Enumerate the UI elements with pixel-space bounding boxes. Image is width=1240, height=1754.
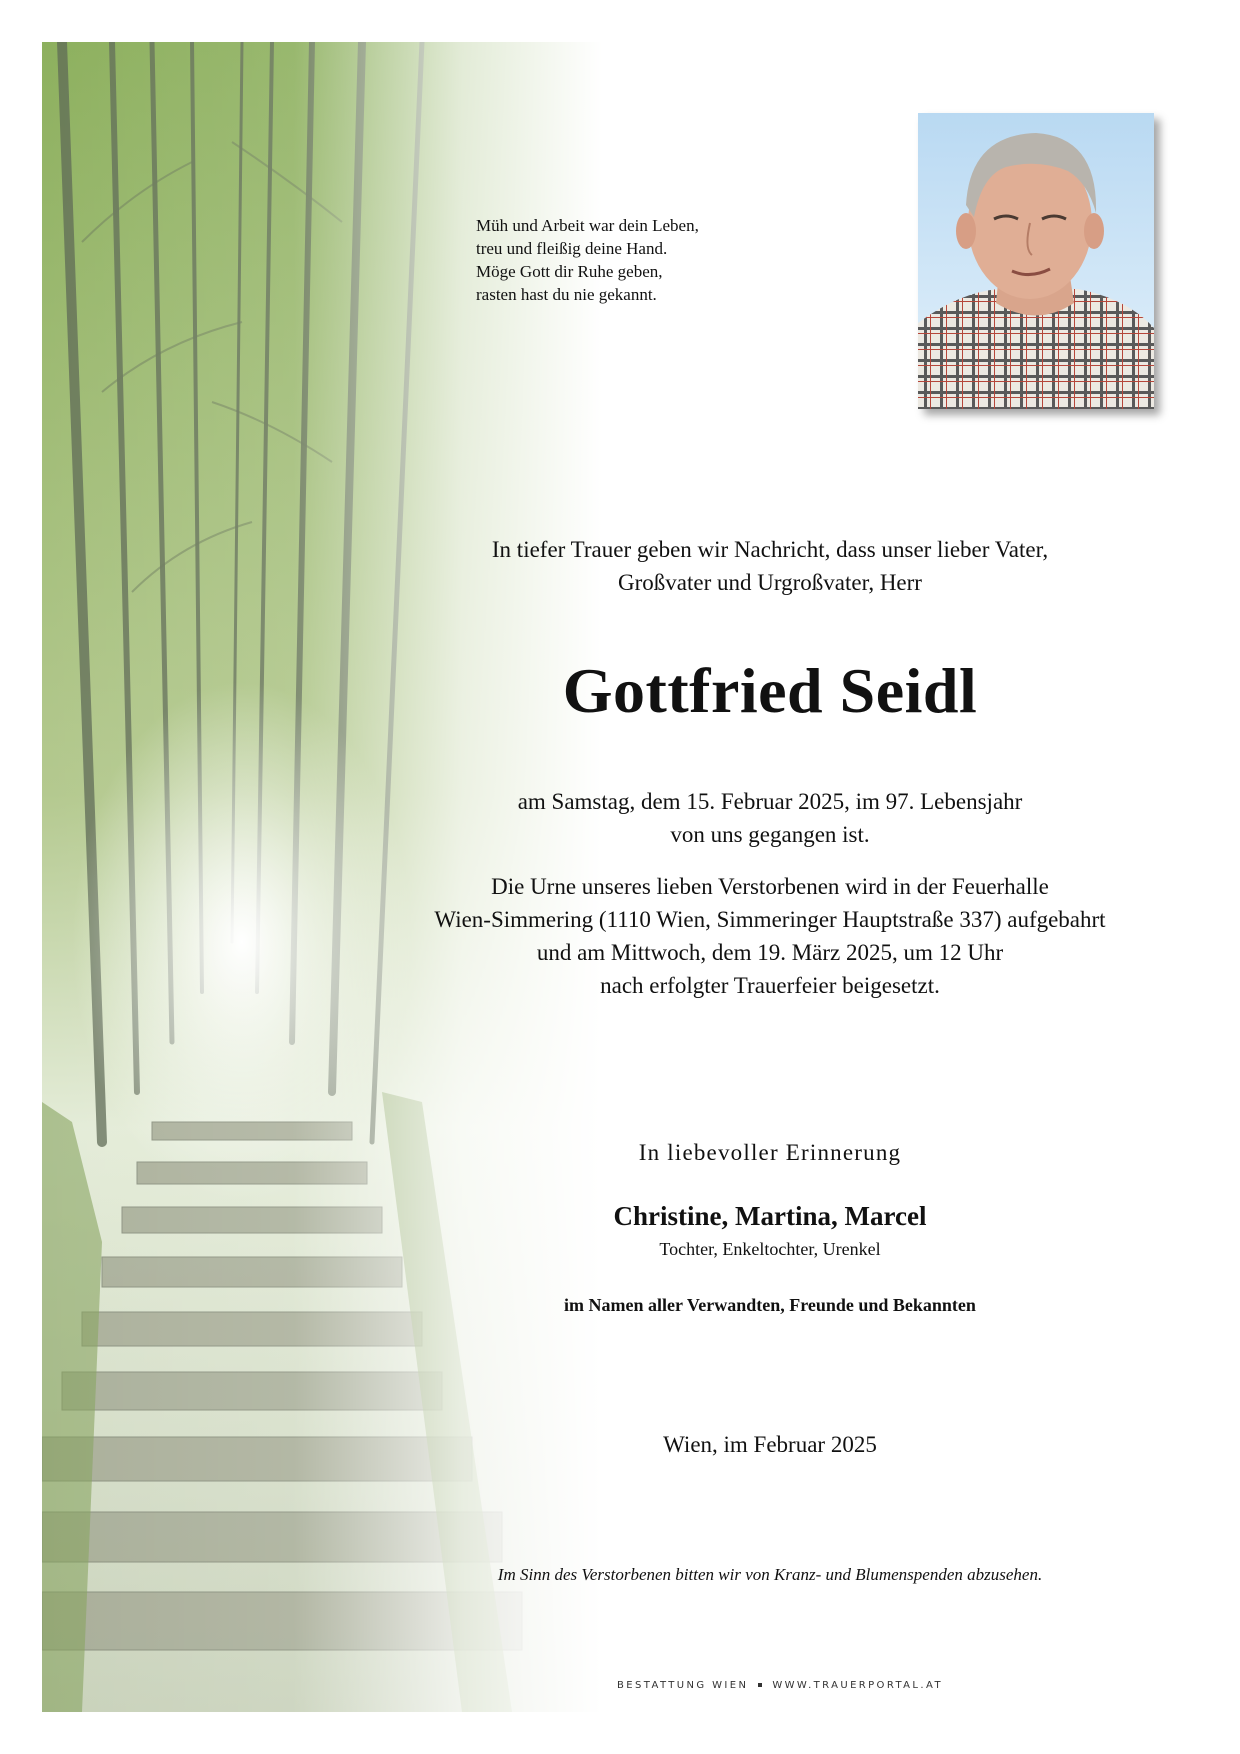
death-notice — [360, 785, 1180, 851]
intro-line: In tiefer Trauer geben wir Nachricht, dass unser lieber Vater, — [491, 537, 1049, 562]
family-names: Christine, Martina, Marcel — [613, 1201, 927, 1231]
memory-heading: In liebevoller Erinnerung — [638, 1140, 902, 1165]
verse-line: Müh und Arbeit war dein Leben, — [476, 216, 699, 235]
urn-line: nach erfolgter Trauerfeier beigesetzt. — [600, 973, 940, 998]
verse — [476, 214, 806, 306]
deceased-name: Gottfried Seidl — [562, 655, 978, 726]
donation-note: Im Sinn des Verstorbenen bitten wir von Kranz- und Blumenspenden abzusehen. — [497, 1565, 1043, 1584]
death-line: von uns gegangen ist. — [670, 822, 870, 847]
footer — [600, 1680, 960, 1691]
portrait-photo — [918, 113, 1154, 409]
portrait-illustration — [918, 113, 1154, 409]
death-line: am Samstag, dem 15. Februar 2025, im 97. Lebensjahr — [517, 789, 1023, 814]
urn-line: Die Urne unseres lieben Verstorbenen wird in der Feuerhalle — [491, 874, 1049, 899]
burial-details — [360, 870, 1180, 1002]
announcement-intro — [360, 533, 1180, 599]
separator-dot-icon — [758, 1683, 762, 1687]
intro-line: Großvater und Urgroßvater, Herr — [618, 570, 922, 595]
family-relations: Tochter, Enkeltochter, Urenkel — [659, 1239, 881, 1259]
relatives-line: im Namen aller Verwandten, Freunde und Bekannten — [564, 1295, 976, 1315]
verse-line: rasten hast du nie gekannt. — [476, 285, 657, 304]
urn-line: Wien-Simmering (1110 Wien, Simmeringer Hauptstraße 337) aufgebahrt — [434, 907, 1106, 932]
footer-company: BESTATTUNG WIEN — [617, 1680, 749, 1691]
footer-website[interactable]: WWW.TRAUERPORTAL.AT — [772, 1680, 943, 1691]
verse-line: Möge Gott dir Ruhe geben, — [476, 262, 663, 281]
verse-line: treu und fleißig deine Hand. — [476, 239, 668, 258]
place-date: Wien, im Februar 2025 — [663, 1432, 877, 1457]
urn-line: und am Mittwoch, dem 19. März 2025, um 12 Uhr — [536, 940, 1004, 965]
